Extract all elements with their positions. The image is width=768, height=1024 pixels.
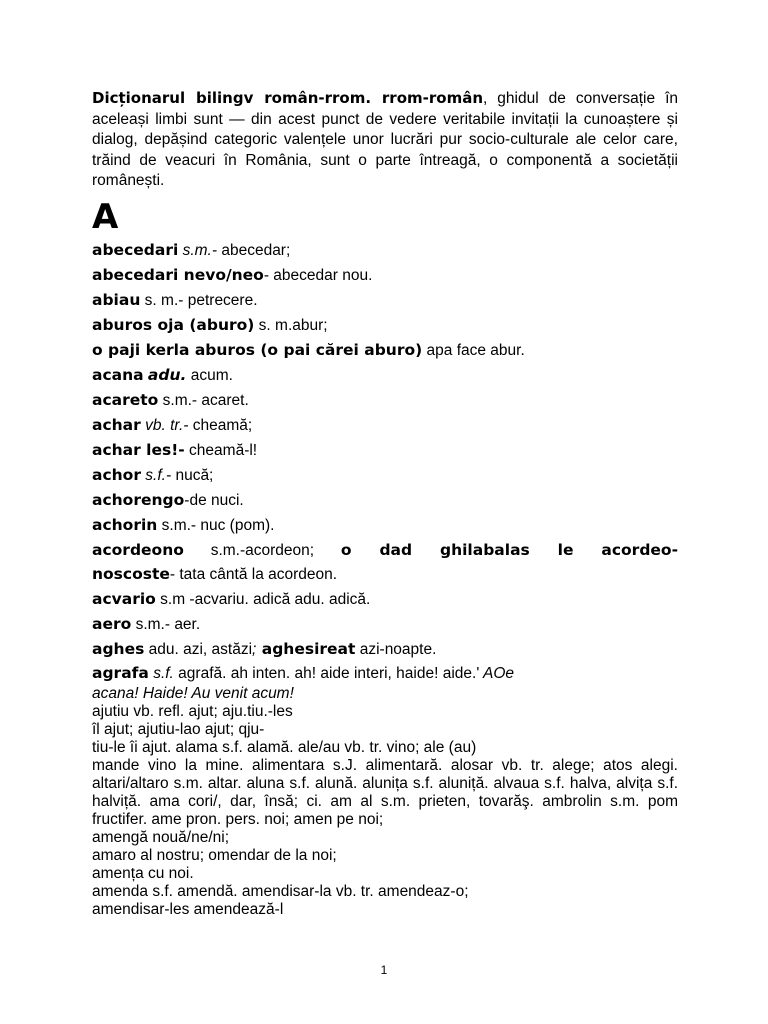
entry-definition: acum. xyxy=(186,366,233,384)
dictionary-entry xyxy=(92,313,678,338)
entry-headword: achorengo xyxy=(92,490,185,509)
dense-line-text: tiu-le îi ajut. alama s.f. alamă. ale/au vb. tr. vino; ale (au) xyxy=(92,738,477,756)
entry-separator: ; xyxy=(252,640,257,658)
entry-grammar: vb. tr.- xyxy=(145,416,189,434)
entry-definition: cheamă-l! xyxy=(184,441,258,459)
entry-headword: acordeono xyxy=(92,540,184,559)
entry-tail: AOe xyxy=(479,664,515,682)
dense-line-text: acana! Haide! Au venit acum! xyxy=(92,684,294,702)
entry-headword: achar les!- xyxy=(92,440,185,459)
entry-definition-2: azi-noapte. xyxy=(355,640,437,658)
entry-headword-2: aghesireat xyxy=(256,639,356,658)
dictionary-entry xyxy=(92,488,678,513)
dense-block xyxy=(92,685,678,919)
dense-line xyxy=(92,847,678,865)
dense-line-text: amengă nouă/ne/ni; xyxy=(92,828,230,846)
dense-line xyxy=(92,721,678,739)
entry-grammar: s.m.- xyxy=(182,241,218,259)
dictionary-entry xyxy=(92,438,678,463)
dense-line xyxy=(92,829,678,847)
entries-list xyxy=(92,238,678,538)
entry-definition: s.m.- nuc (pom). xyxy=(157,516,275,534)
entry-headword: aero xyxy=(92,614,132,633)
entry-definition: cheamă; xyxy=(188,416,253,434)
dense-line xyxy=(92,739,678,757)
entry-definition: s.m -acvariu. adică adu. adică. xyxy=(155,590,371,608)
dense-line-text: îl ajut; ajutiu-lao ajut; qju- xyxy=(92,720,265,738)
entry-headword: agrafa xyxy=(92,663,149,682)
entry-definition: s. m.abur; xyxy=(254,316,328,334)
document-page xyxy=(92,88,678,919)
entry-headword: abecedari nevo/neo xyxy=(92,265,264,284)
entry-definition: s.m.- aer. xyxy=(131,615,201,633)
entry-headword: achar xyxy=(92,415,141,434)
intro-paragraph xyxy=(92,88,678,192)
entries-list-2 xyxy=(92,587,678,637)
entry-acordeono-cont xyxy=(92,562,678,587)
entry-headword: acvario xyxy=(92,589,156,608)
entry-acordeono xyxy=(92,539,678,562)
dictionary-entry xyxy=(92,463,678,488)
dictionary-entry xyxy=(92,238,678,263)
entry-definition: nucă; xyxy=(171,466,214,484)
dense-line xyxy=(92,883,678,901)
entry-definition: s.m.- acaret. xyxy=(158,391,249,409)
entry-phrase-cont: noscoste xyxy=(92,564,170,583)
dictionary-entry xyxy=(92,587,678,612)
entry-aghes xyxy=(92,637,678,662)
entry-headword: aburos oja (aburo) xyxy=(92,315,255,334)
entry-definition: -de nuci. xyxy=(184,491,244,509)
dictionary-entry xyxy=(92,263,678,288)
section-letter: A xyxy=(92,196,119,237)
dictionary-entry xyxy=(92,413,678,438)
entry-definition: adu. azi, astăzi xyxy=(144,640,253,658)
entry-definition: agrafă. ah inten. ah! aide interi, haide! aide.' xyxy=(173,664,480,682)
dense-line-text: amendisar-les amendează-l xyxy=(92,900,284,918)
dense-line-text: amenda s.f. amendă. amendisar-la vb. tr. amendeaz-o; xyxy=(92,882,469,900)
dictionary-entry xyxy=(92,388,678,413)
dictionary-entry xyxy=(92,363,678,388)
entry-headword: abiau xyxy=(92,290,141,309)
entry-grammar: s.f.- xyxy=(145,466,172,484)
entry-headword: acareto xyxy=(92,390,159,409)
dense-paragraph xyxy=(92,757,678,829)
entry-definition: abecedar; xyxy=(217,241,291,259)
entry-headword: o paji kerla aburos (o pai cărei aburo) xyxy=(92,340,423,359)
page-number: 1 xyxy=(380,963,388,977)
dense-line xyxy=(92,865,678,883)
entry-grammar: adu. xyxy=(147,365,187,384)
dense-paragraph-text: mande vino la mine. alimentara s.J. alimentară. alosar vb. tr. alege; atos alegi. altari/altaro s.m. altar. aluna s.f. alună. alunița s.f. aluniță. alvaua s.f. halva, alvița s.f. halviță. ama cori/, dar, însă; ci. am al s.m. prieten, tovarăş. ambrolin s.m. pom fructifer. ame pron. pers. noi; amen pe noi; xyxy=(92,756,678,828)
entry-definition: - abecedar nou. xyxy=(263,266,373,284)
dense-line xyxy=(92,901,678,919)
entry-grammar: s.f. xyxy=(153,664,174,682)
dense-line xyxy=(92,703,678,721)
entry-definition: apa face abur. xyxy=(422,341,525,359)
dense-line-text: amența cu noi. xyxy=(92,864,194,882)
dense-line-text: ajutiu vb. refl. ajut; aju.tiu.-les xyxy=(92,702,293,720)
dictionary-entry xyxy=(92,338,678,363)
dictionary-entry xyxy=(92,612,678,637)
intro-text: , ghidul de conversație în aceleași limbi sunt — din acest punct de vedere veritabile invitații la cunoaștere și dialog, depășind categoric valențele unor lucrări pur socio-culturale ale celor care, trăind de veacuri în România, sunt o parte întreagă, o componentă a societății românești. xyxy=(92,90,678,189)
dictionary-entry xyxy=(92,288,678,313)
entry-headword: achor xyxy=(92,465,141,484)
dictionary-title: Dicționarul bilingv român-rrom. rrom-român xyxy=(92,89,484,107)
entry-definition: - tata cântă la acordeon. xyxy=(169,565,338,583)
entry-headword: abecedari xyxy=(92,240,179,259)
entry-headword: aghes xyxy=(92,639,145,658)
dense-line-text: amaro al nostru; omendar de la noi; xyxy=(92,846,337,864)
dense-line xyxy=(92,685,678,703)
entry-headword: achorin xyxy=(92,515,158,534)
dictionary-entry xyxy=(92,513,678,538)
entry-headword: acana xyxy=(92,365,144,384)
entry-agrafa xyxy=(92,662,678,685)
entry-definition: s.m.-acordeon; xyxy=(210,541,315,559)
entry-phrase: o dad ghilabalas le acordeo- xyxy=(340,540,679,559)
entry-definition: s. m.- petrecere. xyxy=(140,291,258,309)
